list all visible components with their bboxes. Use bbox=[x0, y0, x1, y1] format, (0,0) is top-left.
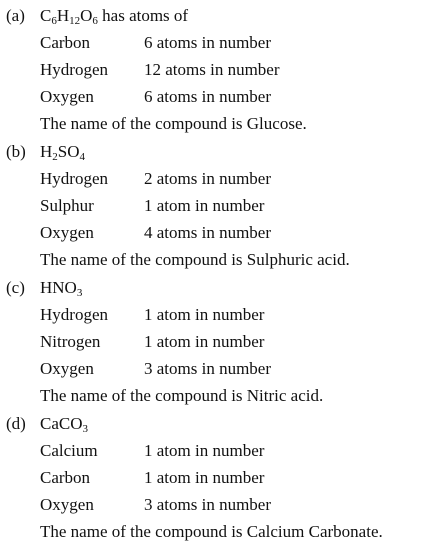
summary-row bbox=[0, 246, 433, 273]
summary-row bbox=[0, 382, 433, 409]
compound-name-summary: The name of the compound is Nitric acid. bbox=[40, 386, 324, 405]
formula-row bbox=[0, 274, 433, 301]
element-name: Carbon bbox=[40, 33, 91, 52]
compound-section-c bbox=[0, 274, 433, 409]
item-label: (b) bbox=[6, 142, 26, 161]
element-name: Hydrogen bbox=[40, 305, 108, 324]
element-name: Oxygen bbox=[40, 223, 94, 242]
formula-part: CaCO bbox=[40, 414, 83, 433]
formula-row bbox=[0, 2, 433, 29]
compound-section-b bbox=[0, 138, 433, 273]
item-label: (c) bbox=[6, 278, 25, 297]
item-label: (d) bbox=[6, 414, 26, 433]
element-row bbox=[0, 491, 433, 518]
summary-row bbox=[0, 110, 433, 137]
formula-subscript: 6 bbox=[92, 15, 98, 27]
formula-subscript: 3 bbox=[76, 287, 83, 299]
element-row bbox=[0, 301, 433, 328]
element-row bbox=[0, 192, 433, 219]
chemical-formula bbox=[40, 138, 85, 165]
element-name: Oxygen bbox=[40, 359, 94, 378]
atom-count: 3 atoms in number bbox=[144, 359, 272, 378]
formula-row bbox=[0, 410, 433, 437]
atom-count: 3 atoms in number bbox=[144, 495, 272, 514]
atom-count: 1 atom in number bbox=[144, 305, 265, 324]
atom-count: 1 atom in number bbox=[144, 441, 265, 460]
formula-row bbox=[0, 138, 433, 165]
element-name: Hydrogen bbox=[40, 169, 108, 188]
atom-count: 2 atoms in number bbox=[144, 169, 272, 188]
summary-row bbox=[0, 518, 433, 545]
formula-part: H bbox=[40, 142, 53, 161]
element-row bbox=[0, 56, 433, 83]
chemical-formula bbox=[40, 410, 88, 437]
element-row bbox=[0, 355, 433, 382]
formula-part: SO bbox=[57, 142, 80, 161]
element-row bbox=[0, 219, 433, 246]
atom-count: 4 atoms in number bbox=[144, 223, 272, 242]
formula-subscript: 3 bbox=[82, 423, 88, 435]
element-row bbox=[0, 29, 433, 56]
chemical-formula bbox=[40, 2, 188, 29]
compound-name-summary: The name of the compound is Sulphuric acid. bbox=[40, 250, 350, 269]
formula-subscript: 12 bbox=[69, 15, 81, 27]
atom-count: 6 atoms in number bbox=[144, 87, 272, 106]
element-name: Nitrogen bbox=[40, 332, 101, 351]
element-name: Calcium bbox=[40, 441, 98, 460]
element-row bbox=[0, 328, 433, 355]
element-name: Oxygen bbox=[40, 495, 94, 514]
compound-section-d bbox=[0, 410, 433, 545]
element-row bbox=[0, 165, 433, 192]
element-row bbox=[0, 83, 433, 110]
item-label: (a) bbox=[6, 6, 25, 25]
formula-subscript: 2 bbox=[52, 151, 58, 163]
element-name: Oxygen bbox=[40, 87, 94, 106]
atom-count: 1 atom in number bbox=[144, 196, 265, 215]
atom-count: 6 atoms in number bbox=[144, 33, 272, 52]
formula-part: O bbox=[80, 6, 93, 25]
compound-name-summary: The name of the compound is Calcium Carbonate. bbox=[40, 522, 383, 541]
formula-suffix: has atoms of bbox=[97, 6, 189, 25]
formula-subscript: 6 bbox=[51, 15, 57, 27]
formula-subscript: 4 bbox=[79, 151, 86, 163]
formula-part: H bbox=[56, 6, 70, 25]
compound-section-a bbox=[0, 2, 433, 137]
compound-name-summary: The name of the compound is Glucose. bbox=[40, 114, 307, 133]
formula-part: HNO bbox=[40, 278, 77, 297]
atom-count: 1 atom in number bbox=[144, 468, 265, 487]
atom-count: 1 atom in number bbox=[144, 332, 265, 351]
atom-count: 12 atoms in number bbox=[144, 60, 280, 79]
element-row bbox=[0, 437, 433, 464]
formula-part: C bbox=[40, 6, 52, 25]
element-name: Sulphur bbox=[40, 196, 94, 215]
element-name: Carbon bbox=[40, 468, 91, 487]
chemical-formula bbox=[40, 274, 82, 301]
element-name: Hydrogen bbox=[40, 60, 108, 79]
element-row bbox=[0, 464, 433, 491]
